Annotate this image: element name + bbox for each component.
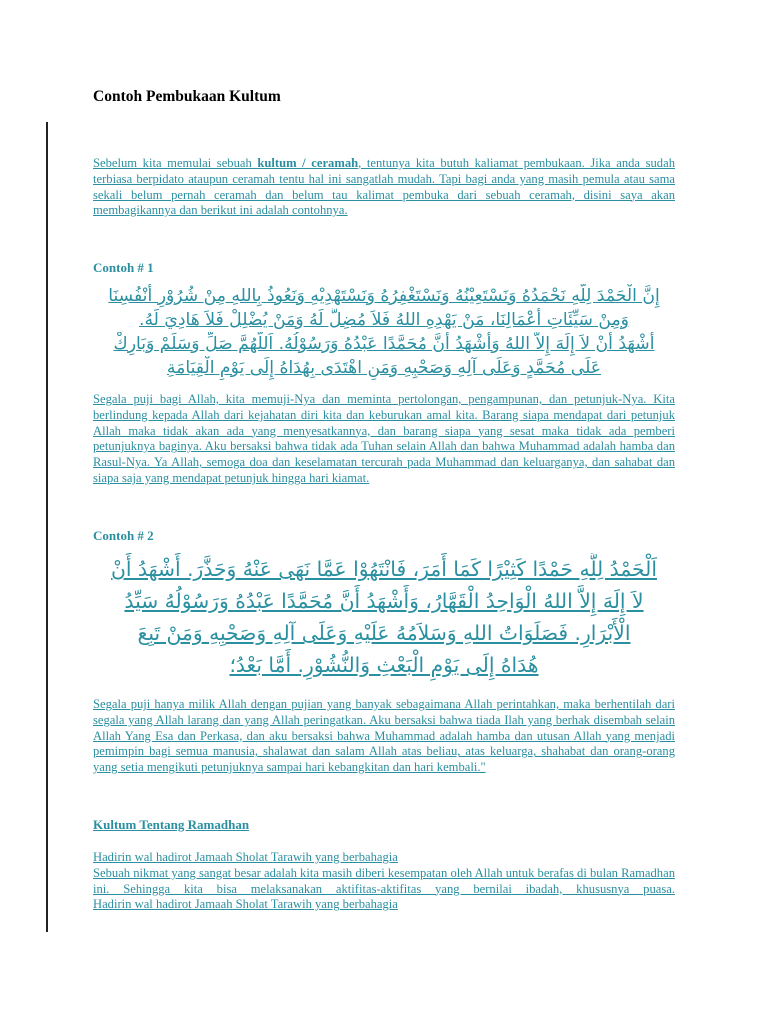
arabic-line: عَلَى مُحَمَّدٍ وَعَلَى آلِهِ وَصَحْبِهِ وَمَنِ اهْتَدَى بِهُدَاهُ إِلَى يَوْمِ الْقِيَامَةِ [166,358,602,378]
contoh-2-translation: Segala puji hanya milik Allah dengan pujian yang banyak sebagaimana Allah perintahkan, maka berhentilah dari segala yang Allah larang dan yang Allah peringatkan. Aku bersaksi bahwa tiada Ilah yang berhak disembah selain Allah Yang Esa dan Perkasa, dan aku bersaksi bahwa Muhammad adalah hamba dan utusan Allah yang menjadi pemimpin bagi semua manusia, shalawat dan salam Allah atas beliau, atas keluarga, shahabat dan orang-orang yang setia mengikuti petunjuknya sampai hari kebangkitan dan hari kembali." [93,697,675,775]
ramadhan-section [93,850,675,913]
intro-text-before: Sebelum kita memulai sebuah [93,156,258,170]
arabic-line: إِنَّ الْحَمْدَ لِلَّهِ نَحْمَدُهُ وَنَسْتَعِيْنُهُ وَنَسْتَغْفِرُهُ وَنَسْتَهْدِيْهِ وَنَعُوذُ بِاللهِ مِنْ شُرُوْرِ أَنْفُسِنَا [108,286,660,306]
intro-text-after: , tentunya kita butuh kaliamat pembukaan. Jika anda sudah terbiasa berpidato ataupun ceramah tentu hal ini sangatlah mudah. Tapi bagi anda yang masih pemula atau sama sekali belum pernah ceramah dan belum tau kalimat pembuka dari sebuah ceramah, disini saya akan membagikannya dan berikut ini adalah contohnya. [93,156,675,218]
ramadhan-heading: Kultum Tentang Ramadhan [93,817,250,832]
arabic-line: الْأَبْرَارِ. فَصَلَوَاتُ اللهِ وَسَلاَمُهُ عَلَيْهِ وَعَلَى آلِهِ وَصَحْبِهِ وَمَنْ تَبِعَ [137,621,631,645]
contoh-2-heading: Contoh # 2 [93,528,154,543]
ramadhan-greeting-1: Hadirin wal hadirot Jamaah Sholat Tarawih yang berbahagia [93,850,398,864]
contoh-2-arabic [93,553,675,681]
arabic-line: لاَ إِلَهَ إِلاَّ اللهُ الْوَاحِدُ الْقَهَّارُ، وَأَشْهَدُ أَنَّ مُحَمَّدًا عَبْدُهُ وَرَسُوْلُهُ سَيِّدُ [124,589,644,613]
arabic-line: اَلْحَمْدُ لِلَّهِ حَمْدًا كَثِيْرًا كَمَا أَمَرَ، فَانْتَهُوْا عَمَّا نَهَى عَنْهُ وَحَذَّرَ. أَشْهَدُ أَنْ [111,557,657,581]
ramadhan-greeting-2: Hadirin wal hadirot Jamaah Sholat Tarawih yang berbahagia [93,897,398,912]
intro-bold-text: kultum / ceramah [257,156,359,170]
arabic-line: أَشْهَدُ أَنْ لاَ إِلَهَ إِلاَّ اللهُ وَأَشْهَدُ أَنَّ مُحَمَّدًا عَبْدُهُ وَرَسُوْلُهُ. اَللَّهُمَّ صَلِّ وَسَلِّمْ وَبَارِكْ [113,334,655,354]
margin-bar [46,122,48,932]
arabic-line: هُدَاهُ إِلَى يَوْمِ الْبَعْثِ وَالنُّشُوْرِ. أَمَّا بَعْدُ؛ [229,653,539,677]
intro-paragraph [93,156,675,219]
arabic-line: وَمِنْ سَيِّئَاتِ أَعْمَالِنَا، مَنْ يَهْدِهِ اللهُ فَلاَ مُضِلَّ لَهُ وَمَنْ يُضْلِلْ فَلاَ هَادِيَ لَهُ. [139,310,629,330]
contoh-1-arabic [93,284,675,380]
contoh-1-translation: Segala puji bagi Allah, kita memuji-Nya dan meminta pertolongan, pengampunan, dan petunjuk-Nya. Kita berlindung kepada Allah dari kejahatan diri kita dan keburukan amal kita. Barang siapa mendapat dari petunjuk Allah maka tidak akan ada yang menyesatkannya, dan barang siapa yang sesat maka tidak ada pemberi petunjuknya baginya. Aku bersaksi bahwa tidak ada Tuhan selain Allah dan bahwa Muhammad adalah hamba dan Rasul-Nya. Ya Allah, semoga doa dan keselamatan tercurah pada Muhammad dan keluarganya, dan sahabat dan siapa saja yang mendapat petunjuk hingga hari kiamat. [93,392,675,485]
contoh-1-heading: Contoh # 1 [93,260,154,275]
page-title: Contoh Pembukaan Kultum [93,88,281,105]
ramadhan-paragraph: Sebuah nikmat yang sangat besar adalah kita masih diberi kesempatan oleh Allah untuk berafas di bulan Ramadhan ini. Sehingga kita bisa melaksanakan aktifitas-aktifitas yang bernilai ibadah, khususnya puasa. [93,865,675,896]
